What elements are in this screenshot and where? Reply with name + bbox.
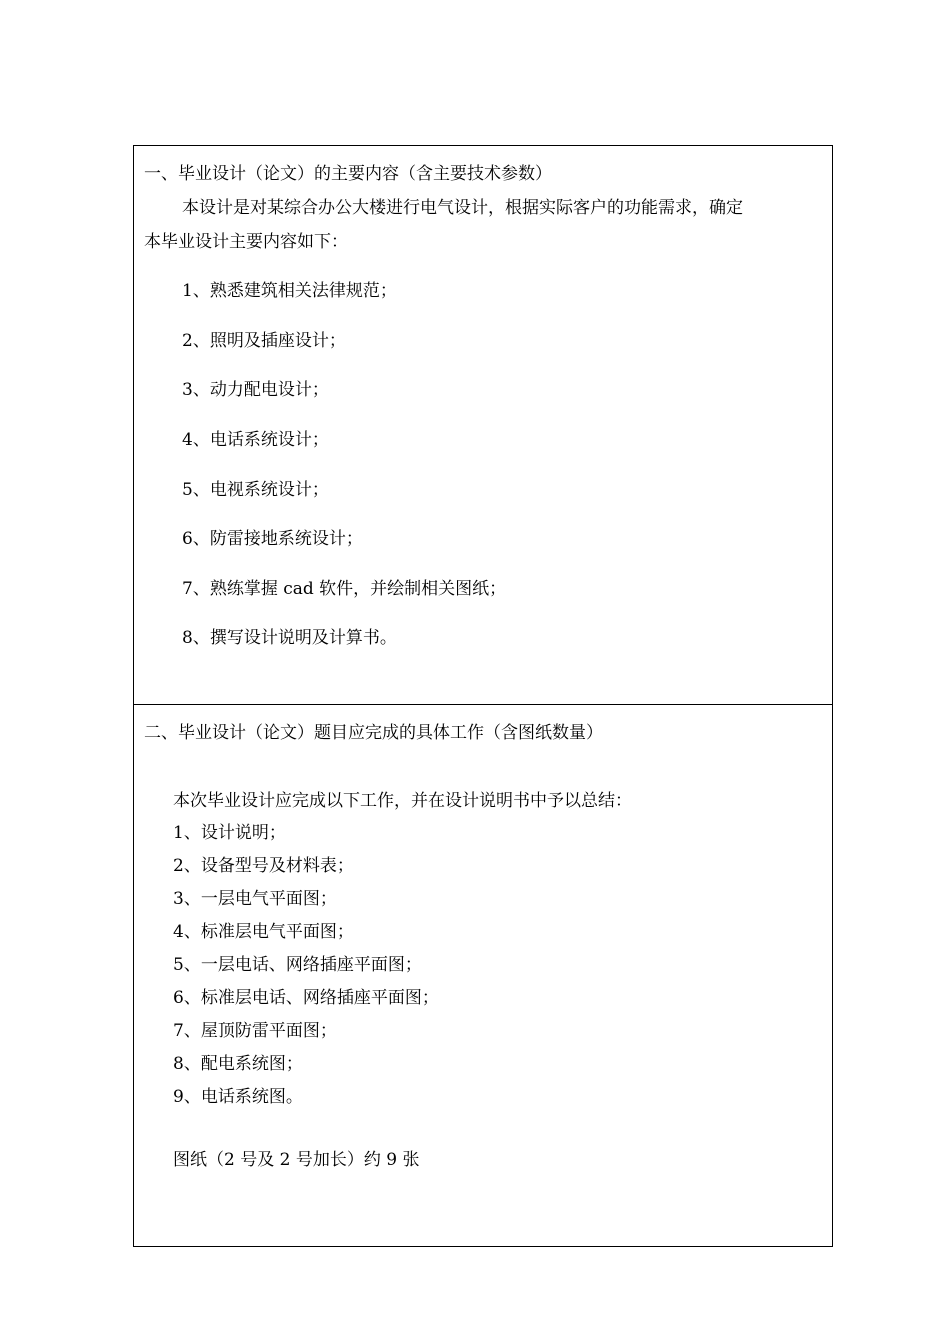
section-main-content <box>134 146 832 705</box>
list-item: 4、电话系统设计； <box>182 430 329 450</box>
list-item: 1、设计说明； <box>173 823 286 843</box>
list-item: 9、电话系统图。 <box>173 1087 303 1107</box>
section2-heading: 二、毕业设计（论文）题目应完成的具体工作（含图纸数量） <box>144 723 603 743</box>
list-item: 1、熟悉建筑相关法律规范； <box>182 281 397 301</box>
task-table <box>133 145 833 1247</box>
section2-intro: 本次毕业设计应完成以下工作，并在设计说明书中予以总结： <box>173 791 632 811</box>
section-specific-work <box>134 705 832 1246</box>
list-item: 2、照明及插座设计； <box>182 331 346 351</box>
section1-intro-line1: 本设计是对某综合办公大楼进行电气设计，根据实际客户的功能需求，确定 <box>182 198 743 218</box>
list-item: 2、设备型号及材料表； <box>173 856 354 876</box>
list-item: 8、配电系统图； <box>173 1054 303 1074</box>
section1-intro-line2: 本毕业设计主要内容如下： <box>144 232 348 252</box>
list-item: 6、标准层电话、网络插座平面图； <box>173 988 439 1008</box>
list-item: 5、一层电话、网络插座平面图； <box>173 955 422 975</box>
list-item: 7、熟练掌握 cad 软件，并绘制相关图纸； <box>182 579 507 599</box>
list-item: 4、标准层电气平面图； <box>173 922 354 942</box>
section1-heading: 一、毕业设计（论文）的主要内容（含主要技术参数） <box>144 164 552 184</box>
drawings-note: 图纸（2 号及 2 号加长）约 9 张 <box>173 1150 420 1170</box>
list-item: 7、屋顶防雷平面图； <box>173 1021 337 1041</box>
list-item: 8、撰写设计说明及计算书。 <box>182 628 397 648</box>
list-item: 6、防雷接地系统设计； <box>182 529 363 549</box>
list-item: 3、动力配电设计； <box>182 380 329 400</box>
list-item: 3、一层电气平面图； <box>173 889 337 909</box>
list-item: 5、电视系统设计； <box>182 480 329 500</box>
